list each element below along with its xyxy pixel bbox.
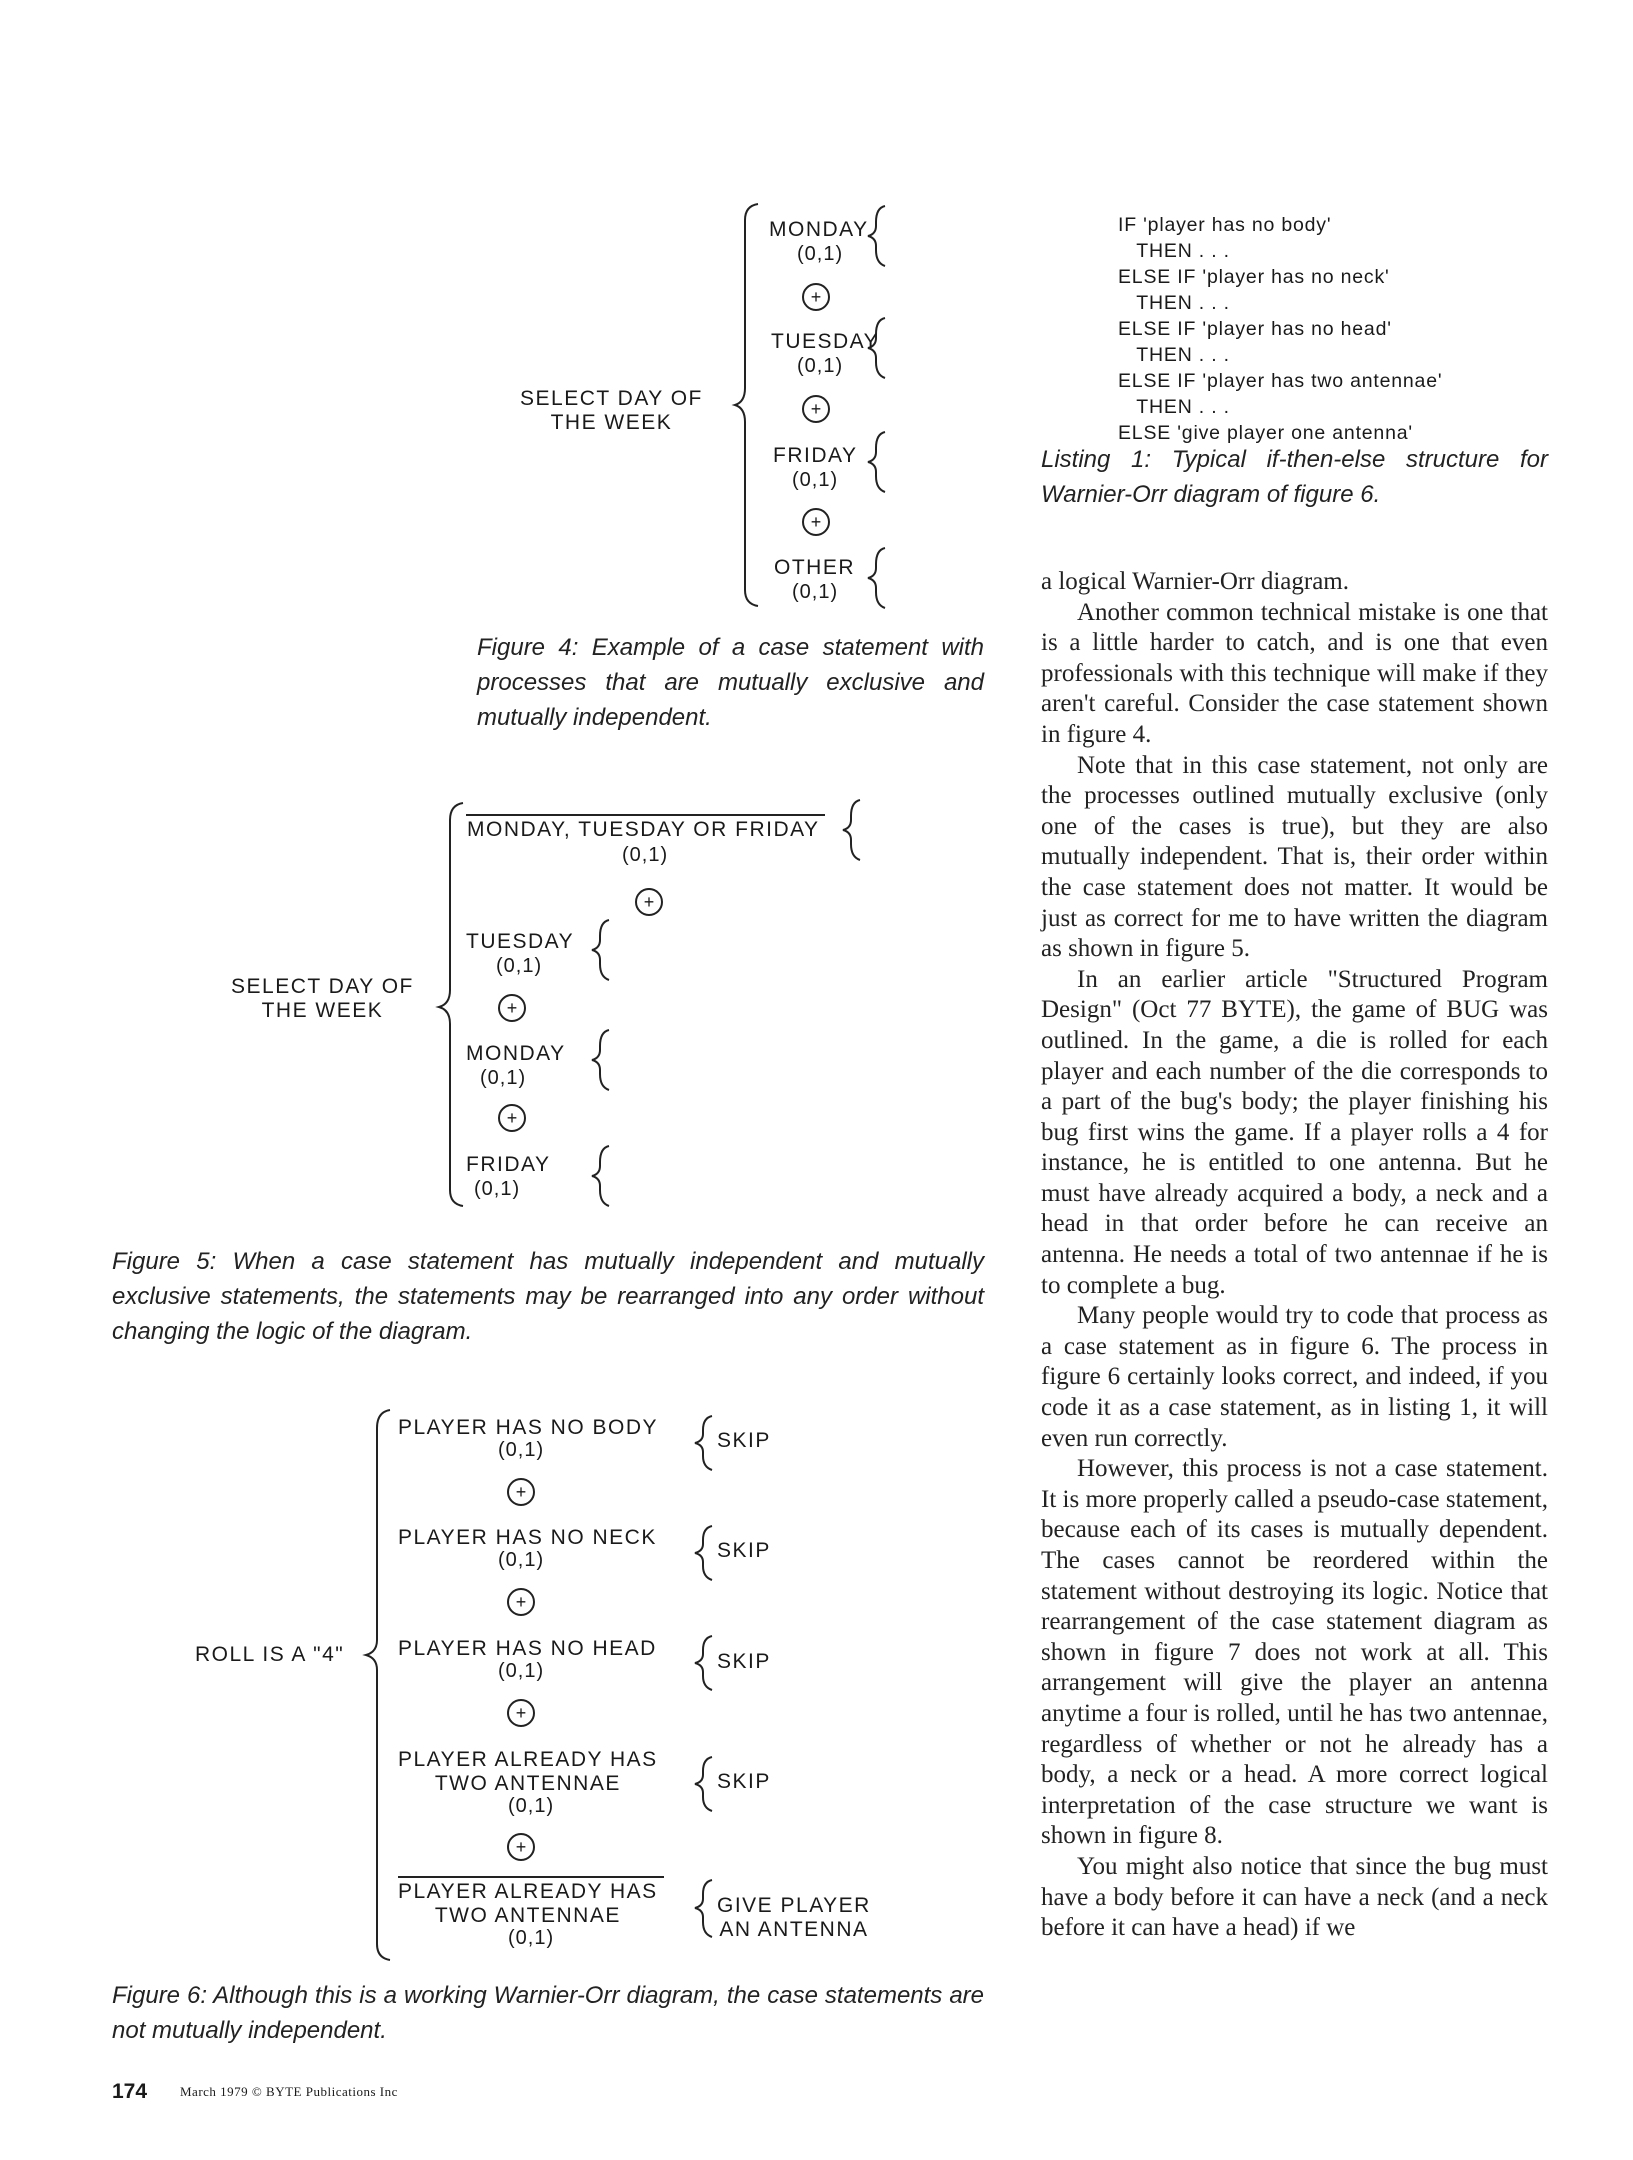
figure4-case-label: OTHER xyxy=(774,556,855,579)
figure4-case-brace xyxy=(868,548,885,608)
figure5-case-label: TUESDAY xyxy=(466,930,575,953)
article-paragraph: Many people would try to code that process as a case statement as in figure 6. The process in figure 6 certainly looks correct, and indeed, if you code it as a case statement, as in listing 1, it will even run correctly. xyxy=(1041,1302,1548,1452)
figure4-cardinality: (0,1) xyxy=(797,243,844,265)
figure6-case-label: PLAYER ALREADY HAS TWO ANTENNAE xyxy=(398,1880,658,1927)
figure6-action-brace xyxy=(695,1416,712,1470)
figure6-action: SKIP xyxy=(717,1770,771,1793)
figure4-cardinality: (0,1) xyxy=(797,355,844,377)
figure6-root-label: ROLL IS A "4" xyxy=(195,1643,345,1666)
figure5-cardinality: (0,1) xyxy=(622,844,669,866)
figure5-case-brace xyxy=(843,800,860,860)
figure4-root-label: SELECT DAY OF THE WEEK xyxy=(520,387,703,434)
figure6-action-brace xyxy=(695,1636,712,1690)
figure5-case-brace xyxy=(592,1030,609,1090)
figure4-case-brace xyxy=(868,206,885,266)
exclusive-or-symbol: + xyxy=(635,888,663,916)
publication-credit: March 1979 © BYTE Publications Inc xyxy=(180,2084,398,2099)
exclusive-or-symbol: + xyxy=(507,1478,535,1506)
figure5-cardinality: (0,1) xyxy=(480,1067,527,1089)
figure6-case-label: PLAYER ALREADY HAS TWO ANTENNAE xyxy=(398,1748,658,1795)
article-paragraph: a logical Warnier-Orr diagram. xyxy=(1041,568,1349,595)
listing1-caption: Listing 1: Typical if-then-else structure for Warnier-Orr diagram of figure 6. xyxy=(1041,446,1548,508)
figure6-cardinality: (0,1) xyxy=(508,1927,555,1949)
exclusive-or-symbol: + xyxy=(802,283,830,311)
figure6-caption: Figure 6: Although this is a working Warnier-Orr diagram, the case statements are not mutually independent. xyxy=(112,1982,984,2044)
figure4-caption: Figure 4: Example of a case statement with processes that are mutually exclusive and mutually independent. xyxy=(477,634,984,731)
exclusive-or-symbol: + xyxy=(507,1699,535,1727)
figure5-case-label: MONDAY xyxy=(466,1042,566,1065)
figure6-cardinality: (0,1) xyxy=(498,1439,545,1461)
article-paragraph: In an earlier article "Structured Program Design" (Oct 77 BYTE), the game of BUG was outlined. In the game, a die is rolled for each player and each number of the die corresponds to a part of the bug's body; the player finishing his bug first wins the game. If a player rolls a 4 for instance, he is entitled to one antenna. But he must have already acquired a body, a neck and a head in that order before he can receive an antenna. He needs a total of two antennae if he is to complete a bug. xyxy=(1041,965,1548,1299)
figure5-case-label: FRIDAY xyxy=(466,1153,551,1176)
article-paragraph: You might also notice that since the bug must have a body before it can have a neck (and a neck before it can have a head) if we xyxy=(1041,1852,1548,1942)
article-paragraph: Another common technical mistake is one that is a little harder to catch, and is one that even professionals with this technique will make if they aren't careful. Consider the case statement shown in figure 4. xyxy=(1041,598,1548,748)
figure6-action: SKIP xyxy=(717,1429,771,1452)
figure4-case-label: TUESDAY xyxy=(771,330,880,353)
figure5-root-label: SELECT DAY OF THE WEEK xyxy=(231,975,414,1022)
exclusive-or-symbol: + xyxy=(498,1104,526,1132)
figure6-action-brace xyxy=(695,1526,712,1580)
exclusive-or-symbol: + xyxy=(802,395,830,423)
figure5-cardinality: (0,1) xyxy=(474,1178,521,1200)
figure5-case-brace xyxy=(592,1146,609,1206)
figure6-action: GIVE PLAYER AN ANTENNA xyxy=(717,1894,871,1941)
figure6-action: SKIP xyxy=(717,1539,771,1562)
figure6-cardinality: (0,1) xyxy=(508,1795,555,1817)
figure4-case-label: FRIDAY xyxy=(773,444,858,467)
figure5-caption: Figure 5: When a case statement has mutually independent and mutually exclusive statements, the statements may be rearranged into any order without changing the logic of the diagram. xyxy=(112,1248,984,1345)
figure5-case-brace xyxy=(592,920,609,980)
figure6-root-brace xyxy=(366,1410,390,1960)
figure6-cardinality: (0,1) xyxy=(498,1660,545,1682)
figure6-case-label: PLAYER HAS NO HEAD xyxy=(398,1637,657,1660)
listing1-code: IF 'player has no body' THEN . . . ELSE IF 'player has no neck' THEN . . . ELSE IF 'player has no head' THEN . . . ELSE IF 'player has two antennae' THEN . . . ELSE 'give player one antenna' xyxy=(1118,214,1443,444)
exclusive-or-symbol: + xyxy=(802,508,830,536)
article-body xyxy=(1041,567,1548,1944)
figure4-root-brace xyxy=(735,204,758,606)
exclusive-or-symbol: + xyxy=(498,994,526,1022)
figure6-case-label: PLAYER HAS NO BODY xyxy=(398,1416,659,1439)
figure4-cardinality: (0,1) xyxy=(792,469,839,491)
figure5-cardinality: (0,1) xyxy=(496,955,543,977)
figure5-root-brace xyxy=(439,803,463,1206)
figure4-case-brace xyxy=(868,432,885,492)
figure6-action: SKIP xyxy=(717,1650,771,1673)
figure6-cardinality: (0,1) xyxy=(498,1549,545,1571)
exclusive-or-symbol: + xyxy=(507,1833,535,1861)
page-number: 174 xyxy=(112,2080,148,2103)
article-paragraph: However, this process is not a case statement. It is more properly called a pseudo-case statement, because each of its cases is mutually dependent. The cases cannot be reordered within the statement without destroying its logic. Notice that rearrangement of the case statement diagram as shown in figure 7 does not work at all. This arrangement will give the player an antenna anytime a four is rolled, until he has two antennae, regardless of whether or not he already has a body, a neck or a head. A more correct logical interpretation of the case structure we want is shown in figure 8. xyxy=(1041,1455,1548,1850)
figure6-action-brace xyxy=(695,1880,712,1937)
article-paragraph: Note that in this case statement, not only are the processes outlined mutually exclusive (only one of the cases is true), but they are also mutually independent. That is, their order within the case statement does not matter. It would be just as correct for me to have written the diagram as shown in figure 5. xyxy=(1041,751,1548,963)
figure4-cardinality: (0,1) xyxy=(792,581,839,603)
exclusive-or-symbol: + xyxy=(507,1588,535,1616)
figure5-case-label: MONDAY, TUESDAY OR FRIDAY xyxy=(467,818,820,841)
figure6-action-brace xyxy=(695,1757,712,1811)
figure6-case-label: PLAYER HAS NO NECK xyxy=(398,1526,657,1549)
figure4-case-label: MONDAY xyxy=(769,218,869,241)
